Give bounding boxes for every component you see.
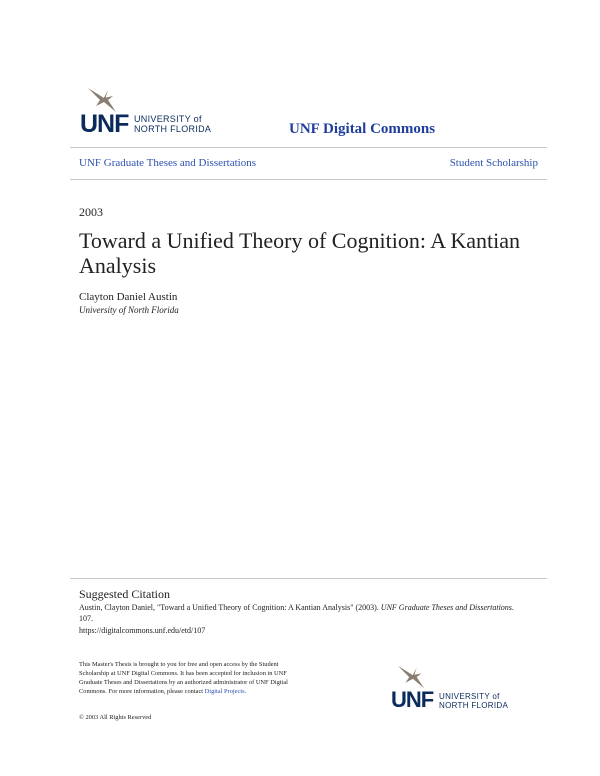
theses-collection-link[interactable]: UNF Graduate Theses and Dissertations: [79, 157, 256, 169]
unf-logo-footer: [391, 662, 521, 714]
digital-commons-link[interactable]: UNF Digital Commons: [289, 121, 436, 137]
logo-abbr: UNF: [391, 687, 434, 712]
logo-line1: UNIVERSITY of: [134, 114, 202, 124]
notice-text: This Master's Thesis is brought to you for free and open access by the Student Scholarship at UNF Digital Commons. It has been accepted for inclusion in UNF Graduate Theses and Dissertations by an authorized administrator of UNF Digital Commons. For more information, please contact: [79, 661, 288, 695]
divider-citation: [70, 578, 547, 579]
logo-abbr: UNF: [80, 110, 129, 138]
access-notice: [79, 660, 309, 696]
logo-line2: NORTH FLORIDA: [134, 124, 212, 134]
divider-top: [70, 147, 547, 148]
divider-nav: [70, 179, 547, 180]
digital-projects-link[interactable]: Digital Projects: [204, 688, 245, 695]
citation-tail: . 107.: [79, 603, 514, 623]
citation-url[interactable]: https://digitalcommons.unf.edu/etd/107: [79, 626, 206, 635]
notice-end: .: [244, 688, 247, 695]
document-title: Toward a Unified Theory of Cognition: A Kantian Analysis: [79, 228, 521, 278]
citation-heading: Suggested Citation: [79, 587, 170, 601]
logo-line2: NORTH FLORIDA: [439, 701, 509, 710]
copyright-notice: © 2003 All Rights Reserved: [79, 714, 152, 721]
logo-line1: UNIVERSITY of: [439, 692, 500, 701]
citation-series: UNF Graduate Theses and Dissertations: [380, 603, 512, 612]
student-scholarship-link[interactable]: Student Scholarship: [449, 157, 538, 169]
citation-text: [79, 602, 524, 624]
publication-year: 2003: [79, 205, 103, 219]
author-name: Clayton Daniel Austin: [79, 291, 178, 303]
unf-logo: [80, 86, 215, 138]
author-affiliation: University of North Florida: [79, 305, 179, 315]
citation-main: Austin, Clayton Daniel, "Toward a Unified Theory of Cognition: A Kantian Analysis" (2003).: [79, 603, 381, 612]
